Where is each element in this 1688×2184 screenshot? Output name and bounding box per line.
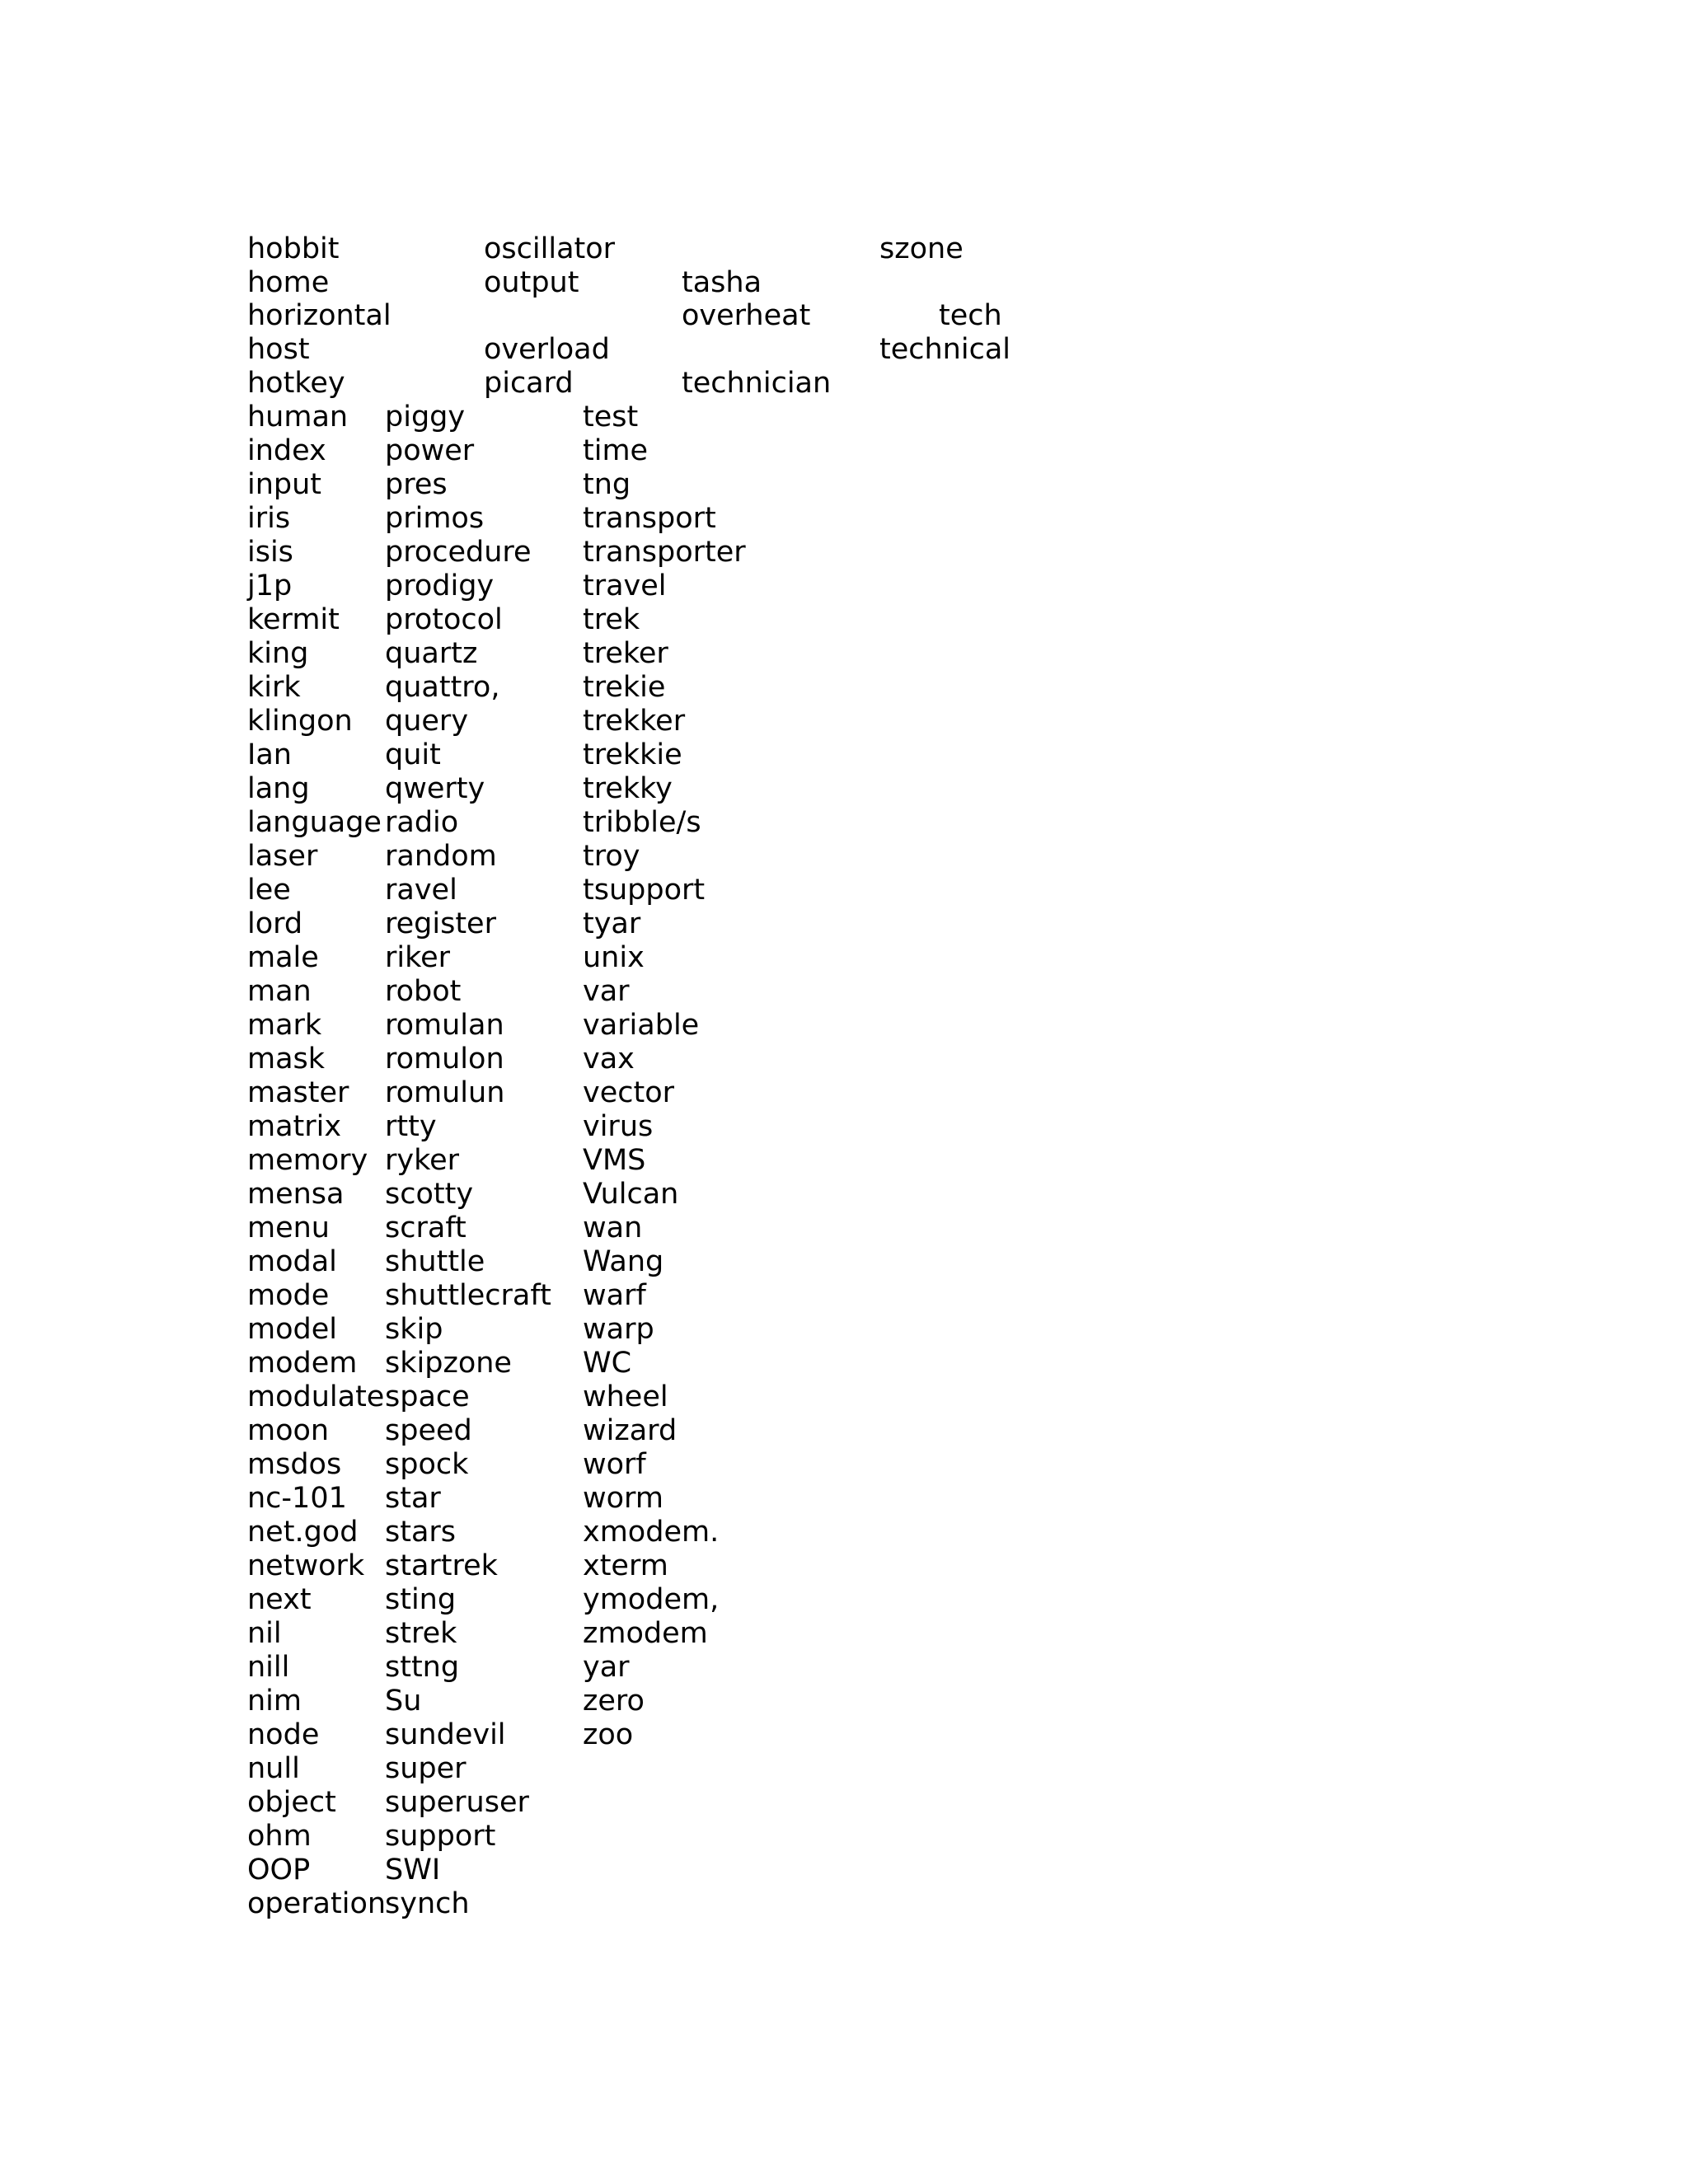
word: mode [247, 1279, 330, 1312]
word: tasha [682, 266, 762, 299]
word: prodigy [385, 569, 495, 602]
word: modulate [247, 1380, 385, 1413]
word: zero [583, 1685, 645, 1718]
word: trekky [583, 772, 673, 805]
word: transport [583, 502, 716, 535]
word: object [247, 1786, 336, 1819]
word: human [247, 401, 349, 434]
word: riker [385, 941, 451, 974]
word: next [247, 1583, 312, 1616]
word: OOP [247, 1854, 311, 1886]
word: technician [682, 367, 832, 400]
word: speed [385, 1414, 472, 1447]
word: node [247, 1718, 320, 1751]
word: xmodem. [583, 1516, 720, 1549]
word: Vulcan [583, 1178, 679, 1211]
word: hotkey [247, 367, 345, 400]
word: skipzone [385, 1347, 512, 1380]
word: unix [583, 941, 645, 974]
word: warp [583, 1313, 654, 1346]
word: romulon [385, 1043, 504, 1076]
word: index [247, 434, 326, 467]
word: iris [247, 502, 291, 535]
word: king [247, 637, 309, 670]
word: lord [247, 907, 303, 940]
word-column-1 [247, 401, 386, 1921]
word: ohm [247, 1820, 312, 1853]
word: network [247, 1549, 365, 1582]
word: scotty [385, 1178, 474, 1211]
word: Ian [247, 738, 292, 771]
word: startrek [385, 1549, 498, 1582]
word: Su [385, 1685, 422, 1718]
word: space [385, 1380, 470, 1413]
word: superuser [385, 1786, 529, 1819]
word: sting [385, 1583, 457, 1616]
word: romulun [385, 1076, 505, 1109]
word: quartz [385, 637, 478, 670]
word: romulan [385, 1009, 504, 1042]
word: operation [247, 1887, 387, 1920]
word: input [247, 468, 322, 501]
word: vector [583, 1076, 675, 1109]
word: stars [385, 1516, 457, 1549]
word: Wang [583, 1245, 664, 1278]
word: wizard [583, 1414, 678, 1447]
word: query [385, 705, 469, 738]
word: ryker [385, 1144, 460, 1177]
word: strek [385, 1617, 457, 1650]
word: quattro, [385, 671, 500, 704]
word: modem [247, 1347, 358, 1380]
word: sundevil [385, 1718, 506, 1751]
word: output [484, 266, 579, 299]
word: net.god [247, 1516, 359, 1549]
word: picard [484, 367, 574, 400]
word: SWI [385, 1854, 441, 1886]
word: mask [247, 1043, 326, 1076]
word: yar [583, 1651, 630, 1684]
word: nc-101 [247, 1482, 347, 1515]
word: spock [385, 1448, 469, 1481]
word: star [385, 1482, 441, 1515]
word: zmodem [583, 1617, 708, 1650]
word: qwerty [385, 772, 485, 805]
word: travel [583, 569, 667, 602]
word: procedure [385, 536, 532, 569]
word: kermit [247, 603, 340, 636]
word: j1p [247, 569, 293, 602]
word: modal [247, 1245, 337, 1278]
word: laser [247, 840, 318, 873]
word: troy [583, 840, 640, 873]
word: lang [247, 772, 310, 805]
word: skip [385, 1313, 443, 1346]
word: ravel [385, 874, 457, 907]
word: technical [879, 333, 1011, 366]
word: man [247, 975, 312, 1008]
word: time [583, 434, 649, 467]
word: home [247, 266, 330, 299]
word: treker [583, 637, 668, 670]
word: robot [385, 975, 462, 1008]
word: transporter [583, 536, 746, 569]
word: primos [385, 502, 485, 535]
word: worf [583, 1448, 646, 1481]
word: trek [583, 603, 640, 636]
word: power [385, 434, 475, 467]
word: radio [385, 806, 459, 839]
word: piggy [385, 401, 466, 434]
word: worm [583, 1482, 663, 1515]
word: test [583, 401, 639, 434]
word: msdos [247, 1448, 342, 1481]
word: mark [247, 1009, 322, 1042]
word-column-3 [583, 401, 746, 1752]
word: var [583, 975, 630, 1008]
word: scraft [385, 1212, 467, 1244]
word: synch [385, 1887, 470, 1920]
word: trekker [583, 705, 686, 738]
word-column-2 [385, 401, 551, 1921]
word: szone [879, 232, 964, 265]
word: vax [583, 1043, 635, 1076]
word: quit [385, 738, 441, 771]
word: trekie [583, 671, 666, 704]
word: hobbit [247, 232, 340, 265]
word: super [385, 1752, 467, 1785]
word: protocol [385, 603, 503, 636]
word: kirk [247, 671, 301, 704]
word: rtty [385, 1110, 437, 1143]
word: nim [247, 1685, 302, 1718]
word: tribble/s [583, 806, 701, 839]
word: zoo [583, 1718, 634, 1751]
word: tng [583, 468, 631, 501]
word: master [247, 1076, 349, 1109]
word: matrix [247, 1110, 342, 1143]
word: tyar [583, 907, 641, 940]
word: tsupport [583, 874, 706, 907]
word: nill [247, 1651, 290, 1684]
word: male [247, 941, 319, 974]
word: tech [939, 299, 1002, 332]
word: trekkie [583, 738, 682, 771]
word: oscillator [484, 232, 616, 265]
word: virus [583, 1110, 654, 1143]
word: shuttlecraft [385, 1279, 551, 1312]
word: lee [247, 874, 291, 907]
word: klingon [247, 705, 353, 738]
word: overheat [682, 299, 811, 332]
word: variable [583, 1009, 700, 1042]
word: overload [484, 333, 610, 366]
word: support [385, 1820, 496, 1853]
word: isis [247, 536, 293, 569]
word: sttng [385, 1651, 460, 1684]
word: shuttle [385, 1245, 485, 1278]
word: random [385, 840, 497, 873]
word: horizontal [247, 299, 392, 332]
word: ymodem, [583, 1583, 720, 1616]
word: wan [583, 1212, 643, 1244]
word: mensa [247, 1178, 345, 1211]
word: wheel [583, 1380, 668, 1413]
word: register [385, 907, 496, 940]
word: moon [247, 1414, 330, 1447]
word: xterm [583, 1549, 668, 1582]
word: pres [385, 468, 448, 501]
word: menu [247, 1212, 330, 1244]
word: null [247, 1752, 300, 1785]
word: language [247, 806, 382, 839]
word: WC [583, 1347, 632, 1380]
word: memory [247, 1144, 368, 1177]
word: warf [583, 1279, 646, 1312]
word: model [247, 1313, 337, 1346]
word: host [247, 333, 310, 366]
word: VMS [583, 1144, 646, 1177]
word: nil [247, 1617, 282, 1650]
